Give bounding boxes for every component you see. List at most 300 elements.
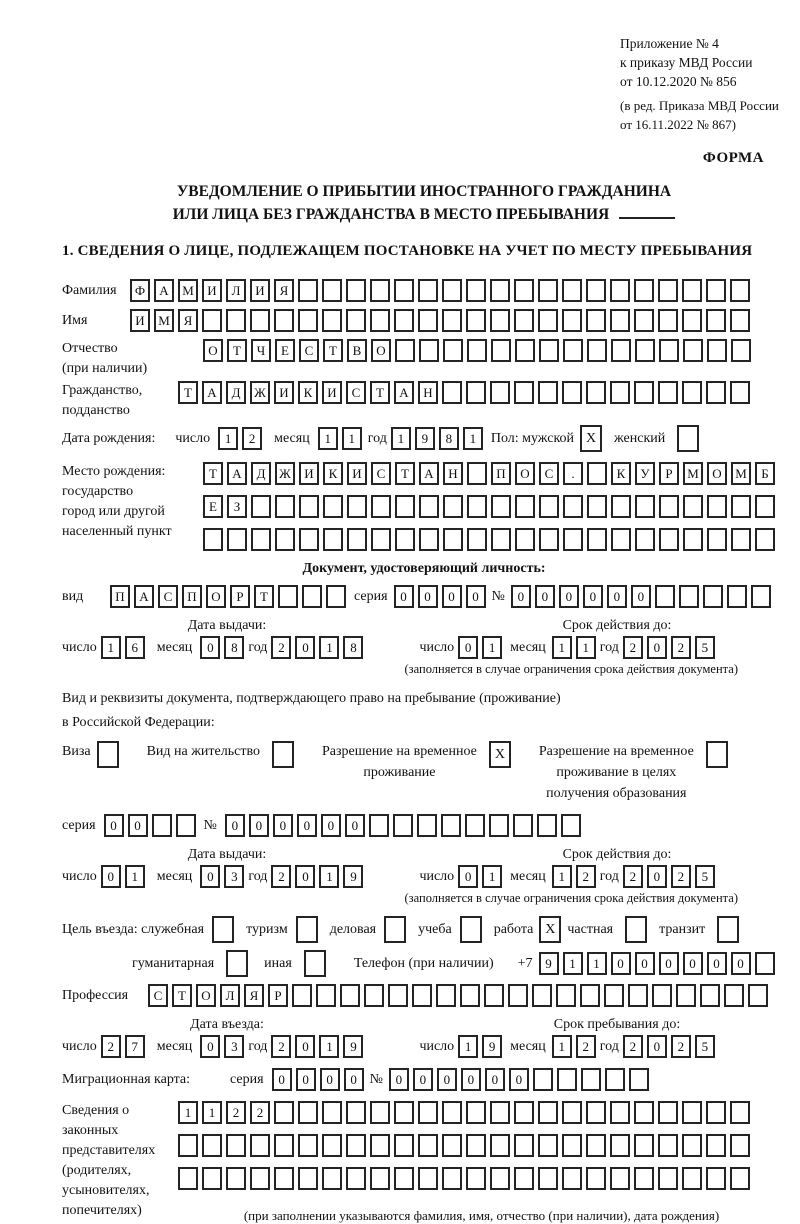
purpose-business-label: деловая [329, 921, 377, 937]
citizenship-label-line2: подданство [62, 403, 130, 418]
form-cell: Л [226, 279, 246, 302]
form-cell [634, 1167, 654, 1190]
purpose-other-checkbox [304, 950, 326, 977]
visa-item [62, 741, 119, 768]
right-doc-line1: Вид и реквизиты документа, подтверждающего право на пребывание (проживание) [62, 691, 561, 706]
form-cell [460, 916, 482, 943]
form-cell [274, 1167, 294, 1190]
annex-line-2: к приказу МВД России [620, 55, 753, 70]
form-cell: 0 [345, 814, 365, 837]
form-cell [226, 950, 248, 977]
form-cell: И [322, 381, 342, 404]
temp-residence-edu-line2: проживание в целях [556, 765, 677, 780]
form-cell [226, 1167, 246, 1190]
form-cell [706, 1167, 726, 1190]
entry-dates-header [62, 1017, 786, 1033]
form-cell [466, 381, 486, 404]
annex-amendment-2: от 16.11.2022 № 867) [620, 117, 737, 132]
representatives-row1-cells [178, 1101, 750, 1124]
form-cell [730, 1134, 750, 1157]
form-cell [346, 279, 366, 302]
form-cell [563, 495, 583, 518]
month-label: месяц [156, 868, 193, 884]
form-cell: 0 [101, 865, 121, 888]
sex-male-label: Пол: мужской [490, 430, 575, 446]
form-cell [419, 528, 439, 551]
form-cell [491, 528, 511, 551]
form-cell: Т [227, 339, 247, 362]
form-cell [514, 309, 534, 332]
form-cell [436, 984, 456, 1007]
form-cell: О [203, 339, 223, 362]
form-cell: 1 [319, 636, 339, 659]
citizenship-label [62, 381, 178, 421]
passport-issue-month-cells [200, 636, 244, 659]
form-cell: 0 [461, 1068, 481, 1091]
form-cell: 1 [218, 427, 238, 450]
form-cell [655, 585, 675, 608]
permit-series-row [62, 814, 786, 837]
day-label: число [419, 1038, 455, 1054]
form-cell: П [182, 585, 202, 608]
form-cell [610, 279, 630, 302]
form-cell [514, 1167, 534, 1190]
month-label: месяц [510, 868, 546, 884]
form-cell [700, 984, 720, 1007]
form-cell [490, 1134, 510, 1157]
form-cell [587, 528, 607, 551]
form-cell [658, 381, 678, 404]
phone-prefix: +7 [517, 955, 533, 971]
form-cell [706, 309, 726, 332]
form-cell: 0 [458, 865, 478, 888]
form-cell [419, 495, 439, 518]
form-cell [580, 984, 600, 1007]
form-cell [490, 1167, 510, 1190]
form-cell [491, 495, 511, 518]
form-cell [635, 528, 655, 551]
temp-residence-label-line1: Разрешение на временное [321, 744, 477, 759]
form-cell: Т [395, 462, 415, 485]
form-cell [299, 495, 319, 518]
form-cell: О [196, 984, 216, 1007]
form-cell [751, 585, 771, 608]
passport-validity-note: (заполняется в случае ограничения срока действия документа) [404, 662, 738, 676]
form-cell: И [274, 381, 294, 404]
form-cell [443, 528, 463, 551]
form-cell: Д [251, 462, 271, 485]
day-label: число [62, 1038, 97, 1054]
form-cell [274, 1101, 294, 1124]
form-cell: 0 [437, 1068, 457, 1091]
representatives-label-line1: Сведения о [62, 1103, 130, 1118]
form-cell: 0 [659, 952, 679, 975]
form-cell [562, 279, 582, 302]
form-cell: 2 [576, 865, 596, 888]
form-cell [274, 309, 294, 332]
form-cell [703, 585, 723, 608]
right-doc-line2: в Российской Федерации: [62, 715, 215, 730]
passport-valid-date-group [419, 636, 714, 659]
residence-permit-item [147, 741, 294, 768]
form-cell: 9 [343, 865, 363, 888]
birth-place-label-line2: государство [62, 484, 134, 499]
form-cell: 0 [320, 1068, 340, 1091]
form-cell: 0 [485, 1068, 505, 1091]
form-cell [298, 1134, 318, 1157]
form-cell [467, 339, 487, 362]
form-cell: 0 [200, 865, 220, 888]
migration-series-label: серия [230, 1071, 264, 1087]
year-label: год [599, 1038, 619, 1054]
form-cell [514, 279, 534, 302]
form-cell [418, 1134, 438, 1157]
passport-valid-year-cells [623, 636, 715, 659]
form-cell [755, 528, 775, 551]
form-cell: 0 [466, 585, 486, 608]
form-cell [394, 1167, 414, 1190]
form-cell: 1 [587, 952, 607, 975]
form-cell: 1 [552, 865, 572, 888]
form-cell [538, 279, 558, 302]
form-cell [322, 1167, 342, 1190]
form-cell: 1 [552, 636, 572, 659]
form-cell [322, 1101, 342, 1124]
form-cell [275, 528, 295, 551]
doc-kind-label: вид [62, 588, 84, 604]
form-cell [727, 585, 747, 608]
purpose-business-checkbox [384, 916, 406, 943]
form-cell: 0 [321, 814, 341, 837]
form-cell [625, 916, 647, 943]
form-cell [322, 279, 342, 302]
form-cell: 0 [225, 814, 245, 837]
permit-issue-day-cells [101, 865, 145, 888]
temp-residence-label-line2: проживание [363, 765, 436, 780]
form-cell [515, 528, 535, 551]
form-cell: Ф [130, 279, 150, 302]
permit-issue-date-header: Дата выдачи: [187, 847, 267, 862]
passport-number-sign: № [491, 588, 505, 604]
form-cell: 0 [731, 952, 751, 975]
purpose-transit-checkbox [717, 916, 739, 943]
form-cell: Н [418, 381, 438, 404]
form-cell [562, 1101, 582, 1124]
profession-cells [148, 984, 768, 1007]
stay-date-group [419, 1035, 714, 1058]
form-cell: 0 [559, 585, 579, 608]
form-cell: 0 [128, 814, 148, 837]
visa-label: Виза [62, 744, 91, 759]
form-cell [706, 279, 726, 302]
form-cell: А [202, 381, 222, 404]
form-cell [226, 309, 246, 332]
form-cell: 9 [539, 952, 559, 975]
form-cell: 1 [101, 636, 121, 659]
form-cell [611, 528, 631, 551]
form-cell [724, 984, 744, 1007]
profession-label: Профессия [62, 987, 129, 1003]
representatives-label-line2: законных [62, 1123, 119, 1138]
form-cell [460, 984, 480, 1007]
form-cell: X [489, 741, 511, 768]
form-cell [371, 528, 391, 551]
form-cell: 2 [623, 1035, 643, 1058]
permit-number-cells [225, 814, 581, 837]
entry-date-header: Дата въезда: [190, 1017, 264, 1032]
form-cell: Я [178, 309, 198, 332]
purpose-work-checkbox [539, 916, 561, 943]
form-cell: 1 [318, 427, 338, 450]
birth-place-label [62, 462, 203, 542]
form-cell [514, 1101, 534, 1124]
form-cell [563, 528, 583, 551]
form-cell [250, 1134, 270, 1157]
phone-label: Телефон (при наличии) [353, 955, 494, 971]
form-cell [605, 1068, 625, 1091]
entry-date-group [62, 1035, 363, 1058]
form-cell [394, 279, 414, 302]
form-cell: М [178, 279, 198, 302]
form-cell: 0 [707, 952, 727, 975]
field-row-surname [62, 279, 786, 302]
annex-amendment-1: (в ред. Приказа МВД России [620, 98, 779, 113]
form-cell [298, 279, 318, 302]
form-cell: Е [203, 495, 223, 518]
form-cell: П [110, 585, 130, 608]
form-cell [384, 916, 406, 943]
right-doc-paragraph [62, 687, 786, 735]
form-cell: 2 [271, 865, 291, 888]
form-cell [178, 1134, 198, 1157]
form-cell [658, 279, 678, 302]
entry-day-cells [101, 1035, 145, 1058]
form-cell [707, 528, 727, 551]
form-cell [298, 309, 318, 332]
form-cell [302, 585, 322, 608]
form-cell [484, 984, 504, 1007]
form-cell [537, 814, 557, 837]
form-cell [369, 814, 389, 837]
birth-month-label: месяц [274, 430, 310, 446]
form-cell [677, 425, 699, 452]
migration-series-cells [272, 1068, 364, 1091]
form-cell [717, 916, 739, 943]
form-cell: 0 [631, 585, 651, 608]
form-cell [418, 1101, 438, 1124]
form-cell [731, 495, 751, 518]
form-cell [466, 1134, 486, 1157]
representatives-label-line6: попечителях) [62, 1203, 142, 1218]
form-cell: 0 [389, 1068, 409, 1091]
form-cell: К [298, 381, 318, 404]
form-cell [346, 1134, 366, 1157]
passport-valid-day-cells [458, 636, 502, 659]
form-cell [730, 309, 750, 332]
form-cell: М [731, 462, 751, 485]
form-cell: . [563, 462, 583, 485]
form-cell [515, 339, 535, 362]
patronymic-label-line2: (при наличии) [62, 361, 148, 376]
purpose-humanitarian-checkbox [226, 950, 248, 977]
form-cell [304, 950, 326, 977]
form-cell: 8 [224, 636, 244, 659]
form-cell: 2 [101, 1035, 121, 1058]
form-cell [272, 741, 294, 768]
form-cell [97, 741, 119, 768]
form-cell [676, 984, 696, 1007]
residence-permit-checkbox [272, 741, 294, 768]
passport-dates-header [62, 618, 786, 634]
form-cell [658, 1134, 678, 1157]
form-cell [611, 495, 631, 518]
form-cell: Б [755, 462, 775, 485]
representatives-label [62, 1101, 178, 1221]
year-label: год [248, 639, 268, 655]
form-cell [533, 1068, 553, 1091]
form-cell: Р [268, 984, 288, 1007]
form-cell [610, 1167, 630, 1190]
form-cell: 0 [344, 1068, 364, 1091]
form-cell: 0 [272, 1068, 292, 1091]
sex-female-label: женский [614, 430, 666, 446]
form-cell [442, 381, 462, 404]
form-cell [490, 381, 510, 404]
form-cell [202, 1134, 222, 1157]
form-cell [539, 528, 559, 551]
birth-month-cells [318, 427, 362, 450]
temp-residence-edu-line3: получения образования [546, 786, 687, 801]
form-cell [298, 1101, 318, 1124]
form-cell [538, 309, 558, 332]
form-cell [394, 1134, 414, 1157]
form-cell: 0 [509, 1068, 529, 1091]
form-cell [346, 1167, 366, 1190]
representatives-label-line5: усыновителях, [62, 1183, 150, 1198]
temp-residence-edu-line1: Разрешение на временное [538, 744, 694, 759]
form-cell: 2 [671, 636, 691, 659]
permit-issue-month-cells [200, 865, 244, 888]
form-cell [730, 279, 750, 302]
purpose-tourism-checkbox [296, 916, 318, 943]
form-cell [682, 1101, 702, 1124]
form-cell [417, 814, 437, 837]
representatives-row2-cells [178, 1134, 750, 1157]
form-cell [466, 1167, 486, 1190]
form-cell [557, 1068, 577, 1091]
form-cell: 8 [439, 427, 459, 450]
given-name-label: Имя [62, 312, 88, 328]
form-cell [443, 495, 463, 518]
form-cell [586, 1101, 606, 1124]
form-cell: Т [203, 462, 223, 485]
birth-date-label: Дата рождения: [62, 430, 156, 446]
citizenship-cells [178, 381, 750, 404]
form-cell [679, 585, 699, 608]
form-cell [538, 381, 558, 404]
form-cell: М [683, 462, 703, 485]
permit-type-row [62, 741, 786, 804]
form-cell: С [148, 984, 168, 1007]
form-cell [587, 495, 607, 518]
blank-underline [619, 207, 675, 219]
form-cell: У [635, 462, 655, 485]
permit-number-sign: № [203, 817, 217, 833]
representatives-row [62, 1101, 786, 1221]
form-cell [442, 309, 462, 332]
sex-male-checkbox [580, 425, 602, 452]
form-cell: 2 [671, 1035, 691, 1058]
form-cell: 2 [623, 865, 643, 888]
residence-permit-label: Вид на жительство [146, 744, 260, 759]
form-cell [563, 339, 583, 362]
citizenship-label-line1: Гражданство, [62, 383, 143, 398]
form-cell [370, 309, 390, 332]
form-cell [629, 1068, 649, 1091]
form-cell [202, 309, 222, 332]
form-cell [683, 339, 703, 362]
form-cell: И [347, 462, 367, 485]
form-cell [442, 279, 462, 302]
form-cell: К [611, 462, 631, 485]
form-cell [489, 814, 509, 837]
form-cell: Д [226, 381, 246, 404]
form-cell [176, 814, 196, 837]
form-cell [370, 1167, 390, 1190]
form-cell: 0 [647, 636, 667, 659]
phone-cells [539, 952, 775, 975]
form-cell: 3 [224, 865, 244, 888]
form-cell [515, 495, 535, 518]
field-row-patronymic [62, 339, 786, 379]
form-cell [610, 1101, 630, 1124]
form-cell [442, 1167, 462, 1190]
form-cell: 2 [242, 427, 262, 450]
form-cell [250, 309, 270, 332]
form-cell [226, 1134, 246, 1157]
form-cell [587, 462, 607, 485]
form-cell [442, 1101, 462, 1124]
form-cell [682, 1167, 702, 1190]
passport-issue-day-cells [101, 636, 145, 659]
form-cell: X [539, 916, 561, 943]
form-cell: 5 [695, 636, 715, 659]
form-cell: А [154, 279, 174, 302]
form-cell [682, 279, 702, 302]
form-cell [490, 309, 510, 332]
form-cell: 0 [273, 814, 293, 837]
form-cell [659, 528, 679, 551]
form-cell [706, 381, 726, 404]
representatives-label-line4: (родителях, [62, 1163, 132, 1178]
form-cell: С [371, 462, 391, 485]
annex-line-3: от 10.12.2020 № 856 [620, 74, 737, 89]
birth-day-label: число [175, 430, 211, 446]
form-cell [634, 279, 654, 302]
permit-issue-year-cells [271, 865, 363, 888]
form-cell [730, 1101, 750, 1124]
purpose-row [62, 916, 786, 943]
permit-valid-day-cells [458, 865, 502, 888]
form-cell: А [394, 381, 414, 404]
form-cell [442, 1134, 462, 1157]
form-cell [347, 528, 367, 551]
form-cell: 0 [296, 1068, 316, 1091]
form-cell [562, 309, 582, 332]
purpose-label: Цель въезда: служебная [62, 921, 205, 937]
form-cell [659, 339, 679, 362]
form-cell [707, 495, 727, 518]
